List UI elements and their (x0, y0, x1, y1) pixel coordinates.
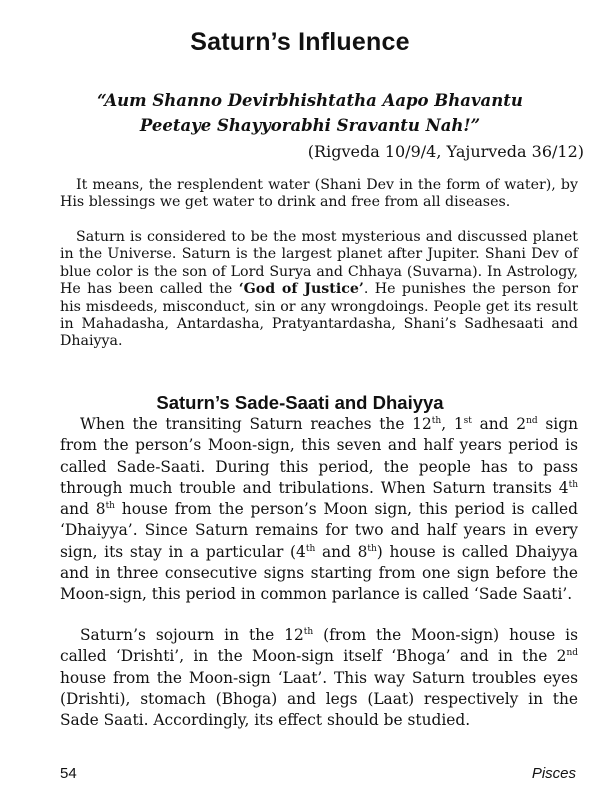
mantra-line-1: “Aum Shanno Devirbhishtatha Aapo Bhavantu (97, 91, 523, 110)
superscript: th (431, 415, 442, 426)
page-footer (60, 765, 576, 782)
mantra-line-2: Peetaye Shayyorabhi Sravantu Nah!” (139, 116, 481, 135)
superscript: st (463, 415, 472, 426)
superscript: th (305, 543, 316, 554)
superscript: th (367, 543, 377, 554)
intro-paragraph-2 (60, 229, 578, 351)
text-run: house from the person’s Moon sign, this period is called ‘Dhaiyya’. Since Saturn remains for two and half years in every sign, its stay in a particular (4 (60, 500, 579, 561)
text-run: When the transiting Saturn reaches the 12 (80, 415, 432, 433)
mantra-quote (60, 88, 560, 138)
text-run: sign from the person’s Moon-sign, this seven and half years period is called Sade-Saati. During this period, the people has to pass through much trouble and tribulations. When Saturn transits 4 (60, 415, 578, 497)
text-run: and 2 (471, 415, 527, 433)
text-run: (from the Moon-sign) house is called ‘Drishti’, in the Moon-sign itself ‘Bhoga’ and in the 2 (60, 626, 578, 666)
superscript: th (303, 626, 314, 637)
intro-paragraph-1 (60, 177, 578, 212)
text-run: Saturn’s sojourn in the 12 (80, 626, 304, 644)
page-title: Saturn’s Influence (190, 28, 410, 56)
text-run: and 8 (315, 542, 368, 561)
page-number: 54 (60, 765, 77, 782)
sade-saati-text (60, 414, 578, 606)
intro-text-1: It means, the resplendent water (Shani Dev in the form of water), by His blessings we get water to drink and free from all diseases. (60, 177, 578, 211)
superscript: nd (526, 415, 538, 426)
text-run: ) house is called Dhaiyya and in three consecutive signs starting from one sign before the Moon-sign, this period in common parlance is called ‘Sade Saati’. (60, 542, 578, 604)
intro-text-2-b: . He punishes the person for his misdeeds, misconduct, sin or any wrongdoings. People get its result in Mahadasha, Antardasha, Pratyantardasha, Shani’s Sadhesaati and Dhaiyya. (60, 281, 578, 350)
text-run: house from the Moon-sign ‘Laat’. This way Saturn troubles eyes (Drishti), stomach (Bhoga) and legs (Laat) respectively in the Sade Saati. Accordingly, its effect should be studied. (60, 668, 578, 730)
superscript: th (568, 479, 578, 490)
sade-saati-paragraph (60, 414, 578, 606)
god-of-justice-emphasis: ‘God of Justice’ (238, 281, 364, 298)
drishti-text (60, 625, 578, 731)
text-run: , (441, 415, 447, 433)
drishti-paragraph (60, 625, 578, 731)
scripture-source: (Rigveda 10/9/4, Yajurveda 36/12) (307, 142, 584, 161)
book-title: Pisces (531, 765, 576, 782)
intro-text-2 (60, 229, 578, 351)
section-heading: Saturn’s Sade-Saati and Dhaiyya (156, 392, 444, 413)
text-run: and 8 (60, 500, 106, 519)
superscript: nd (566, 648, 578, 659)
text-run: 1 (446, 415, 464, 433)
intro-text-2-a: Saturn is considered to be the most mysterious and discussed planet in the Universe. Saturn is the largest planet after Jupiter. Shani Dev of blue color is the son of Lord Surya and Chhaya (Suvarna). In Astrology, He has been called the (60, 229, 578, 298)
superscript: th (105, 501, 115, 512)
